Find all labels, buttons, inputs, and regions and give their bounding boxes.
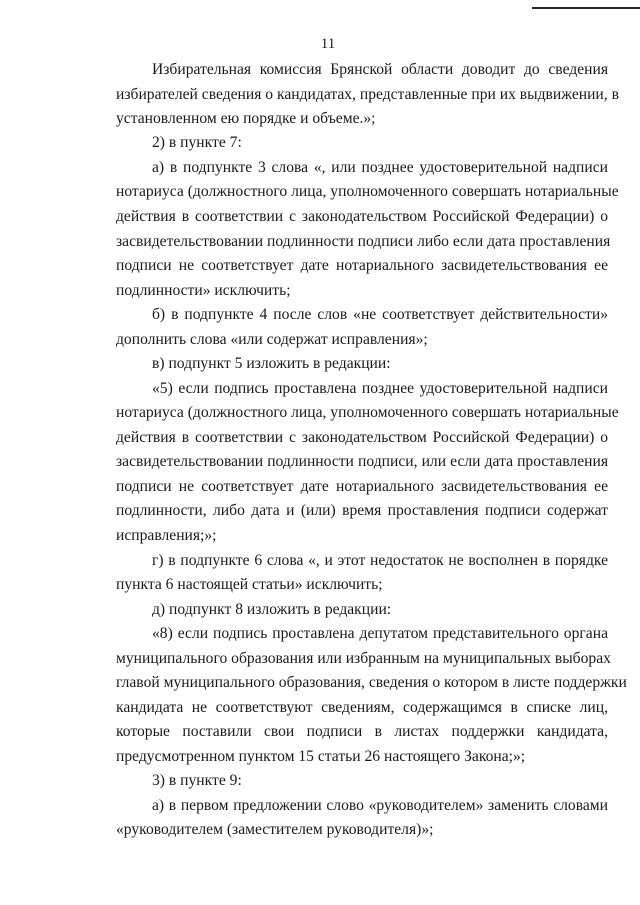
text-line: 2) в пункте 7: <box>152 134 242 151</box>
text-line: нотариуса (должностного лица, уполномоченного совершать нотариальные <box>116 183 619 200</box>
text-line: главой муниципального образования, сведения о котором в листе поддержки <box>116 674 627 691</box>
header-rule <box>532 7 640 9</box>
text-line: пункта 6 настоящей статьи» исключить; <box>116 576 383 593</box>
text-line: а) в подпункте 3 слова «, или позднее удостоверительной надписи <box>152 159 608 176</box>
text-line: которые поставили свои подписи в листах поддержки кандидата, <box>116 723 608 740</box>
text-line: засвидетельствовании подлинности подписи либо если дата проставления <box>116 233 611 250</box>
text-line: муниципального образования или избранным на муниципальных выборах <box>116 650 611 667</box>
text-line: г) в подпункте 6 слова «, и этот недостаток не восполнен в порядке <box>152 552 608 569</box>
text-line: нотариуса (должностного лица, уполномоченного совершать нотариальные <box>116 404 619 421</box>
text-line: «руководителем (заместителем руководителя)»; <box>116 821 434 838</box>
text-line: кандидата не соответствуют сведениям, содержащимся в списке лиц, <box>116 699 608 716</box>
text-line: подписи не соответствует дате нотариального засвидетельствования ее <box>116 478 608 495</box>
text-line: предусмотренном пунктом 15 статьи 26 настоящего Закона;»; <box>116 748 526 765</box>
text-line: д) подпункт 8 изложить в редакции: <box>152 601 392 618</box>
text-line: установленном ею порядке и объеме.»; <box>116 110 376 127</box>
text-line: б) в подпункте 4 после слов «не соответствует действительности» <box>152 306 608 323</box>
text-line: подписи не соответствует дате нотариального засвидетельствования ее <box>116 257 608 274</box>
text-line: избирателей сведения о кандидатах, представленные при их выдвижении, в <box>116 86 619 103</box>
text-line: Избирательная комиссия Брянской области доводит до сведения <box>152 61 608 78</box>
text-line: действия в соответствии с законодательством Российской Федерации) о <box>116 208 608 225</box>
text-line: дополнить слова «или содержат исправления»; <box>116 331 428 348</box>
text-line: исправления;»; <box>116 527 217 544</box>
text-line: 3) в пункте 9: <box>152 772 242 789</box>
text-line: подлинности» исключить; <box>116 282 291 299</box>
page-number: 11 <box>320 36 336 52</box>
text-line: «8) если подпись проставлена депутатом представительного органа <box>152 625 608 642</box>
text-line: «5) если подпись проставлена позднее удостоверительной надписи <box>152 380 608 397</box>
text-line: действия в соответствии с законодательством Российской Федерации) о <box>116 429 608 446</box>
text-line: засвидетельствовании подлинности подписи, или если дата проставления <box>116 453 608 470</box>
text-line: подлинности, либо дата и (или) время проставления подписи содержат <box>116 502 608 519</box>
text-line: в) подпункт 5 изложить в редакции: <box>152 355 391 372</box>
text-line: а) в первом предложении слово «руководителем» заменить словами <box>152 797 608 814</box>
